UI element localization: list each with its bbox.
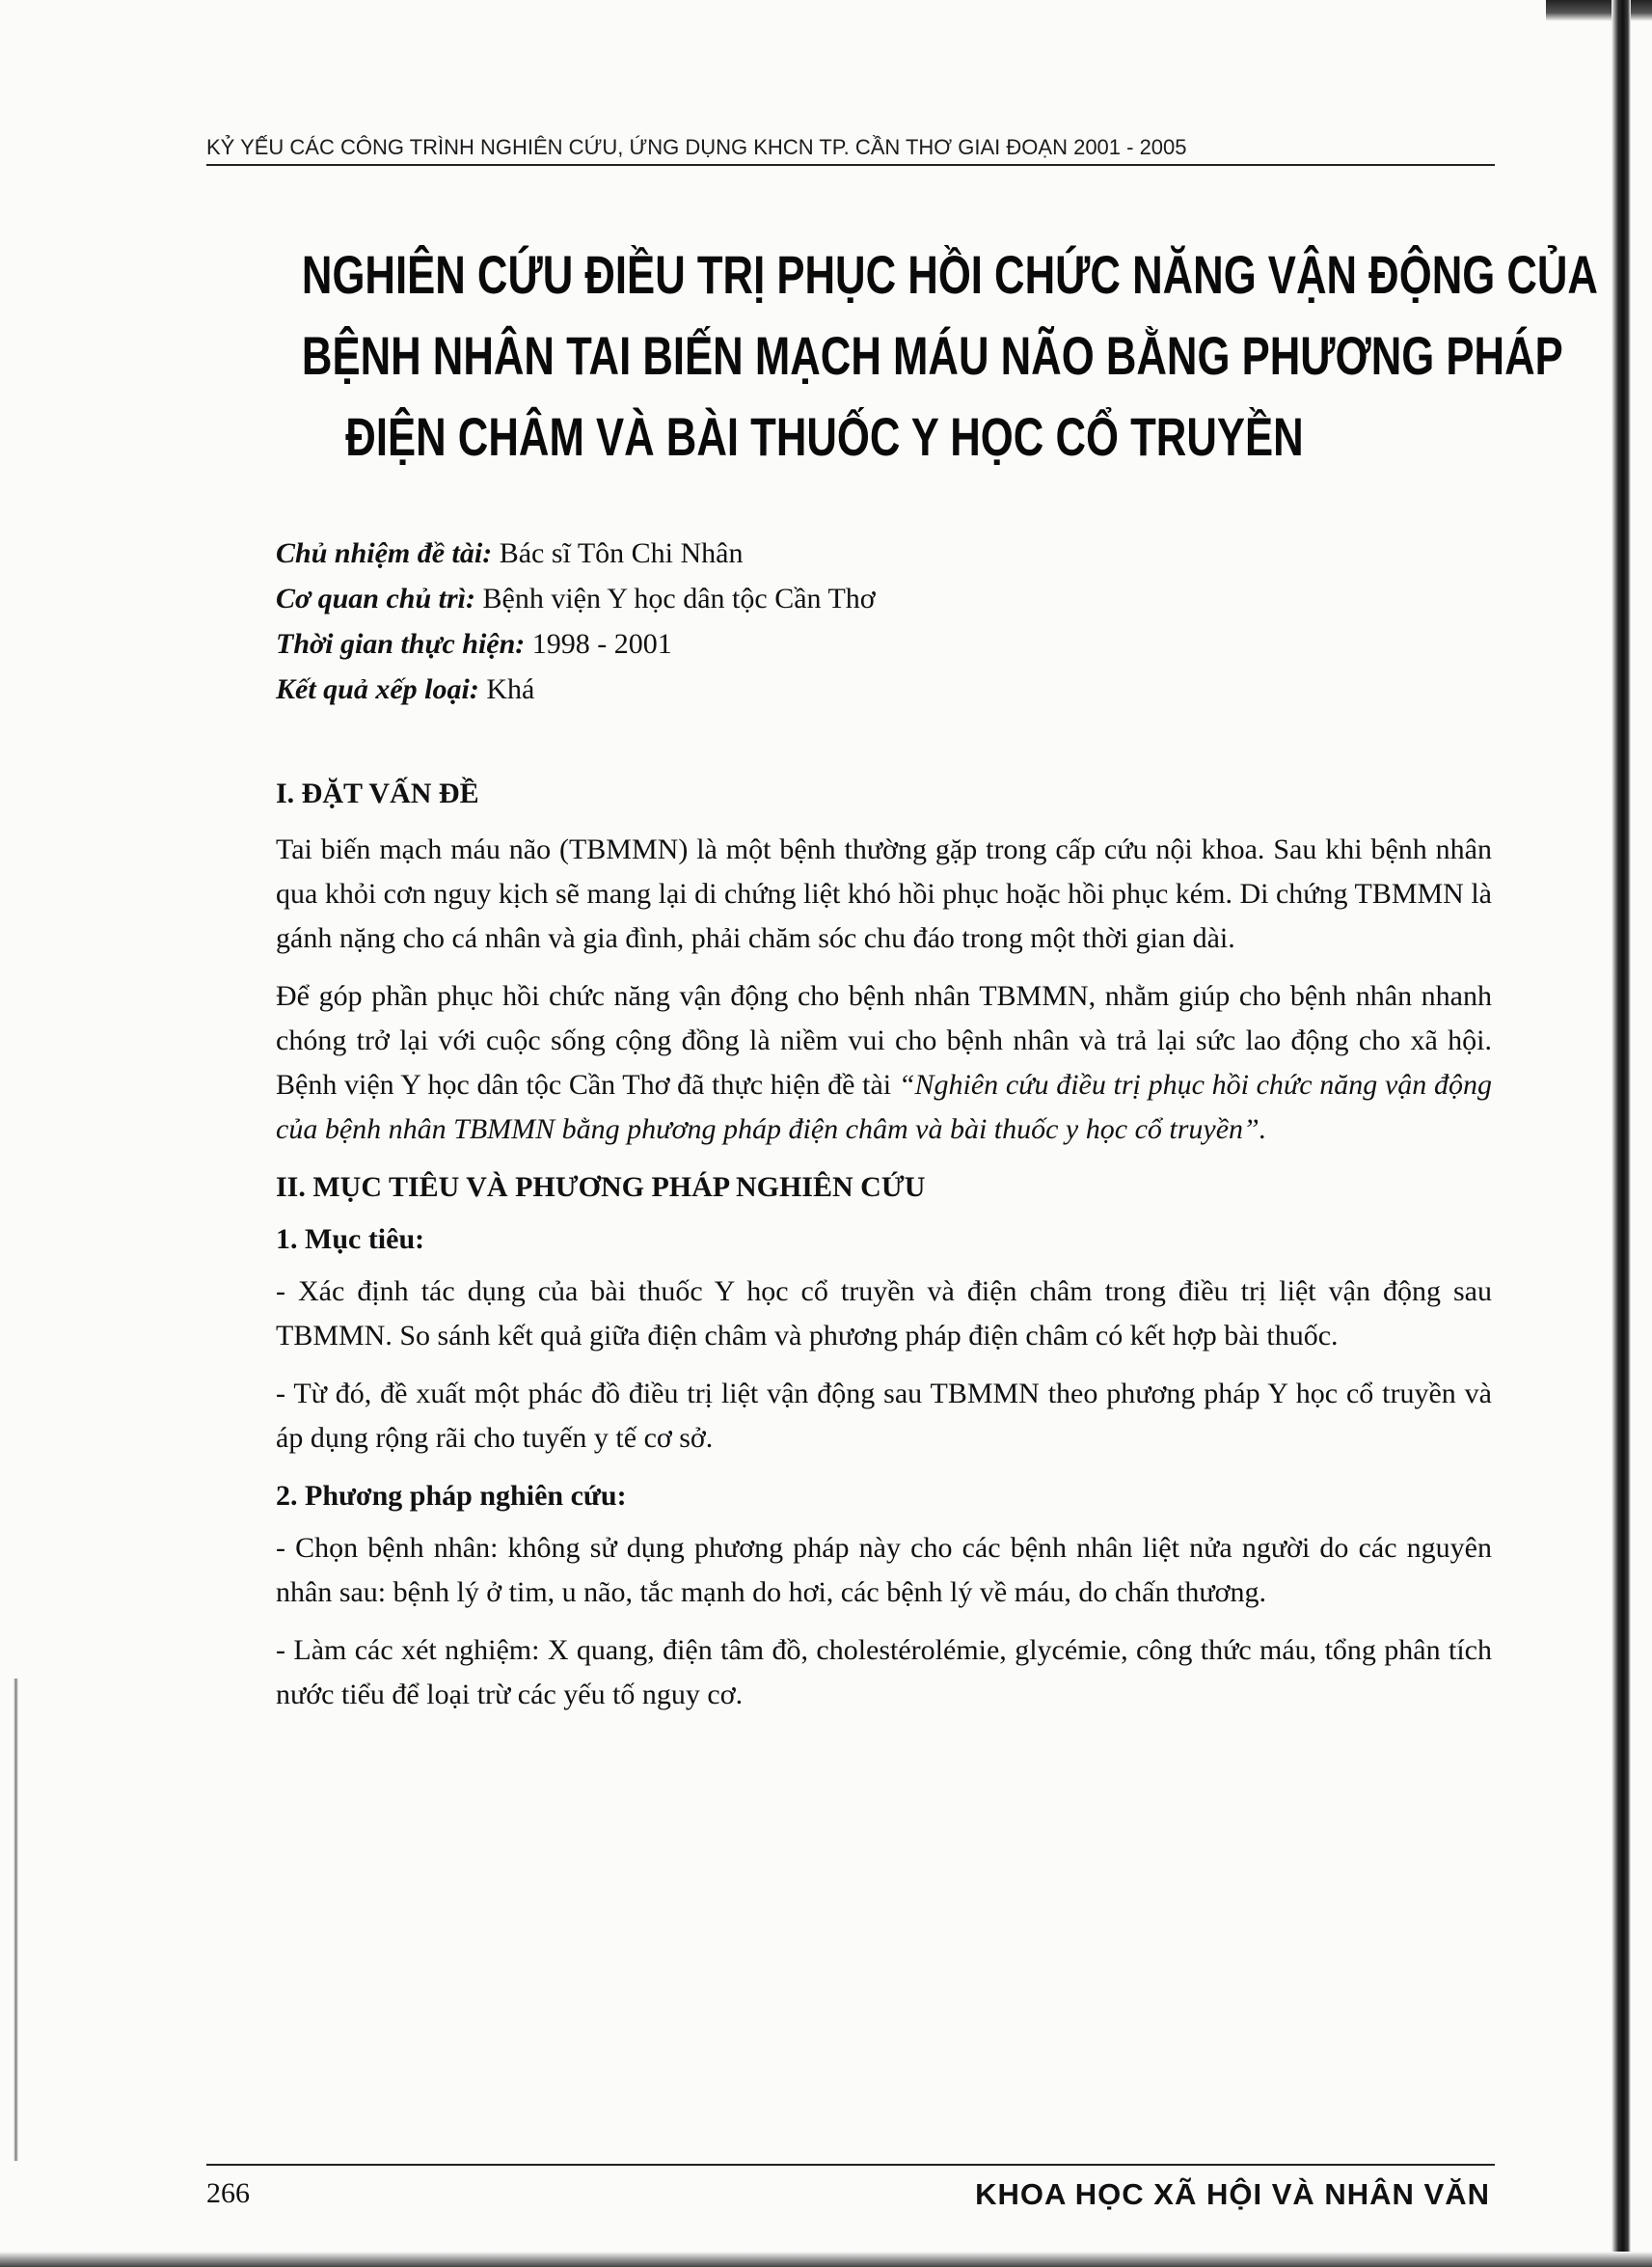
meta-label: Chủ nhiệm đề tài:	[276, 537, 493, 569]
paragraph-text: Để góp phần phục hồi chức năng vận động cho bệnh nhân TBMMN, nhằm giúp cho bệnh nhân nhanh chóng trở lại với cuộc sống cộng đồng là niềm vui cho bệnh nhân và trả lại sức lao động cho xã hội. Bệnh viện Y học dân tộc Cần Thơ đã thực hiện đề tài	[276, 980, 1492, 1101]
meta-row-institution	[276, 576, 1433, 621]
document-title	[301, 234, 1598, 478]
meta-row-lead	[276, 531, 1433, 576]
footer-rule	[206, 2164, 1495, 2166]
meta-value: Bác sĩ Tôn Chi Nhân	[499, 537, 744, 569]
paragraph: - Từ đó, đề xuất một phác đồ điều trị liệt vận động sau TBMMN theo phương pháp Y học cổ truyền và áp dụng rộng rãi cho tuyến y tế cơ sở.	[276, 1378, 1492, 1454]
subsection-heading: 2. Phương pháp nghiên cứu:	[276, 1480, 627, 1512]
meta-value: Khá	[486, 673, 535, 705]
meta-label: Cơ quan chủ trì:	[276, 583, 475, 615]
paragraph: Tai biến mạch máu não (TBMMN) là một bệnh thường gặp trong cấp cứu nội khoa. Sau khi bệnh nhân qua khỏi cơn nguy kịch sẽ mang lại di chứng liệt khó hồi phục hoặc hồi phục kém. Di chứng TBMMN là gánh nặng cho cá nhân và gia đình, phải chăm sóc chu đáo trong một thời gian dài.	[276, 833, 1492, 954]
meta-label: Thời gian thực hiện:	[276, 628, 526, 660]
scan-edge-bottom	[0, 2252, 1652, 2267]
article-body	[276, 772, 1492, 1717]
title-line: NGHIÊN CỨU ĐIỀU TRỊ PHỤC HỒI CHỨC NĂNG VẬN ĐỘNG CỦA	[301, 244, 1598, 305]
meta-value: 1998 - 2001	[531, 628, 672, 660]
paragraph	[276, 974, 1492, 1152]
meta-row-period	[276, 621, 1433, 667]
scan-edge-left	[14, 1679, 18, 2161]
page-number: 266	[206, 2177, 250, 2209]
paragraph: - Chọn bệnh nhân: không sử dụng phương pháp này cho các bệnh nhân liệt nửa người do các nguyên nhân sau: bệnh lý ở tim, u não, tắc mạnh do hơi, các bệnh lý về máu, do chấn thương.	[276, 1532, 1492, 1608]
meta-value: Bệnh viện Y học dân tộc Cần Thơ	[482, 583, 876, 615]
title-line: BỆNH NHÂN TAI BIẾN MẠCH MÁU NÃO BẰNG PHƯƠNG PHÁP	[301, 325, 1563, 386]
running-header: KỶ YẾU CÁC CÔNG TRÌNH NGHIÊN CỨU, ỨNG DỤNG KHCN TP. CẦN THƠ GIAI ĐOẠN 2001 - 2005	[206, 135, 1495, 166]
meta-label: Kết quả xếp loại:	[276, 673, 479, 705]
paragraph: - Làm các xét nghiệm: X quang, điện tâm đồ, cholestérolémie, glycémie, công thức máu, tổng phân tích nước tiểu để loại trừ các yếu tố nguy cơ.	[276, 1634, 1492, 1710]
section-heading: II. MỤC TIÊU VÀ PHƯƠNG PHÁP NGHIÊN CỨU	[276, 1171, 926, 1203]
project-meta	[276, 531, 1433, 712]
footer-title: KHOA HỌC XÃ HỘI VÀ NHÂN VĂN	[975, 2177, 1490, 2211]
scan-edge-top	[1546, 0, 1652, 21]
subsection-heading: 1. Mục tiêu:	[276, 1223, 425, 1255]
quoted-title: “Nghiên cứu điều trị phục hồi chức năng vận động của bệnh nhân TBMMN bằng phương pháp điện châm và bài thuốc y học cổ truyền”.	[276, 1069, 1492, 1145]
section-heading: I. ĐẶT VẤN ĐỀ	[276, 778, 479, 809]
paragraph: - Xác định tác dụng của bài thuốc Y học cổ truyền và điện châm trong điều trị liệt vận động sau TBMMN. So sánh kết quả giữa điện châm và phương pháp điện châm có kết hợp bài thuốc.	[276, 1275, 1492, 1352]
title-line: ĐIỆN CHÂM VÀ BÀI THUỐC Y HỌC CỔ TRUYỀN	[345, 406, 1304, 467]
meta-row-rating	[276, 667, 1433, 712]
scan-edge-right	[1611, 0, 1631, 2267]
